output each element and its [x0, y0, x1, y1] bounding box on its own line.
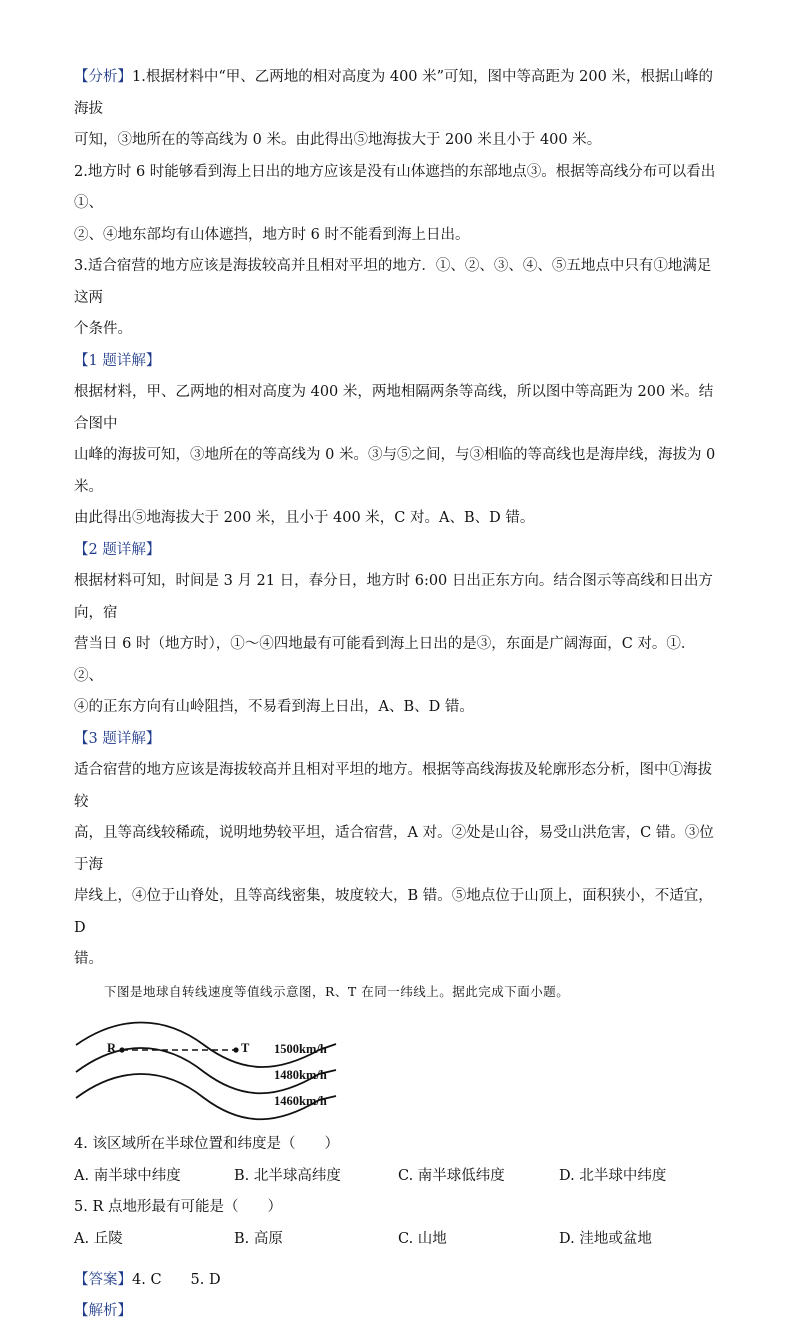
detail-2-line-3: ④的正东方向有山岭阻挡，不易看到海上日出，A、B、D 错。 — [74, 699, 474, 715]
analysis-line-3: 2.地方时 6 时能够看到海上日出的地方应该是没有山体遮挡的东部地点③。根据等高线分布可以看出①、 — [74, 163, 716, 211]
analysis-line-5: 3.适合宿营的地方应该是海拔较高并且相对平坦的地方．①、②、③、④、⑤五地点中只有①地满足这两 — [74, 258, 712, 306]
detail-1-line-2: 山峰的海拔可知，③地所在的等高线为 0 米。③与⑤之间，与③相临的等高线也是海岸线，海拔为 0 米。 — [74, 447, 716, 495]
detail-3-tag: 【3 题详解】 — [74, 730, 161, 747]
analysis-line-1 — [74, 62, 724, 125]
analysis-text: 1.根据材料中“甲、乙两地的相对高度为 400 米”可知，图中等高距为 200 米，根据山峰的海拔 — [74, 69, 713, 117]
detail-3-line-1: 适合宿营的地方应该是海拔较高并且相对平坦的地方。根据等高线海拔及轮廓形态分析，图中①海拔较 — [74, 762, 712, 810]
figure-intro: 下图是地球自转线速度等值线示意图，R、T 在同一纬线上。据此完成下面小题。 — [104, 983, 570, 999]
question-4-options — [74, 1160, 724, 1192]
analysis-line-2: 可知，③地所在的等高线为 0 米。由此得出⑤地海拔大于 200 米且小于 400 米。 — [74, 132, 602, 148]
label-t: T — [241, 1040, 250, 1055]
q5-option-c: C. 山地 — [398, 1230, 447, 1247]
answer-tag: 【答案】 — [74, 1271, 132, 1288]
detail-1-tag: 【1 题详解】 — [74, 352, 161, 369]
analysis-tag: 【分析】 — [74, 69, 132, 85]
detail-3-line-4: 错。 — [74, 951, 103, 967]
detail-3-line-3: 岸线上，④位于山脊处，且等高线密集，坡度较大，B 错。⑤地点位于山顶上，面积狭小，不适宜，D — [74, 888, 713, 936]
q5-option-b: B. 高原 — [234, 1230, 283, 1247]
page-content — [74, 62, 724, 1328]
question-5-stem: 5. R 点地形最有可能是（ ） — [74, 1198, 282, 1215]
point-t — [233, 1047, 238, 1052]
detail-2-line-1: 根据材料可知，时间是 3 月 21 日，春分日，地方时 6:00 日出正东方向。结合图示等高线和日出方向，宿 — [74, 573, 713, 621]
label-1480: 1480km/h — [274, 1067, 327, 1082]
detail-3-line-2: 高，且等高线较稀疏，说明地势较平坦，适合宿营，A 对。②处是山谷，易受山洪危害，C 错。③位于海 — [74, 825, 714, 873]
q4-option-b: B. 北半球高纬度 — [234, 1167, 341, 1184]
question-5-options — [74, 1223, 724, 1255]
q4-option-a: A. 南半球中纬度 — [74, 1167, 181, 1184]
q4-option-c: C. 南半球低纬度 — [398, 1167, 505, 1184]
analysis-line-6: 个条件。 — [74, 321, 132, 337]
point-r — [119, 1047, 124, 1052]
explanation-tag: 【解析】 — [74, 1303, 132, 1319]
question-4-stem: 4. 该区域所在半球位置和纬度是（ ） — [74, 1135, 339, 1152]
detail-1-line-1: 根据材料，甲、乙两地的相对高度为 400 米，两地相隔两条等高线，所以图中等高距为 200 米。结合图中 — [74, 384, 714, 432]
answer-text: 4. C 5. D — [132, 1271, 221, 1288]
label-1460: 1460km/h — [274, 1093, 327, 1108]
answer-line — [74, 1265, 724, 1297]
label-1500: 1500km/h — [274, 1041, 327, 1056]
q5-option-a: A. 丘陵 — [74, 1230, 123, 1247]
q4-option-d: D. 北半球中纬度 — [559, 1167, 667, 1184]
analysis-line-4: ②、④地东部均有山体遮挡，地方时 6 时不能看到海上日出。 — [74, 226, 470, 243]
detail-2-tag: 【2 题详解】 — [74, 541, 161, 558]
isoline-figure — [74, 1010, 354, 1125]
label-r: R — [107, 1040, 117, 1055]
detail-2-line-2: 营当日 6 时（地方时），①～④四地最有可能看到海上日出的是③，东面是广阔海面，C 对。①．②、 — [74, 636, 696, 684]
detail-1-line-3: 由此得出⑤地海拔大于 200 米，且小于 400 米，C 对。A、B、D 错。 — [74, 510, 535, 526]
q5-option-d: D. 洼地或盆地 — [559, 1230, 652, 1247]
